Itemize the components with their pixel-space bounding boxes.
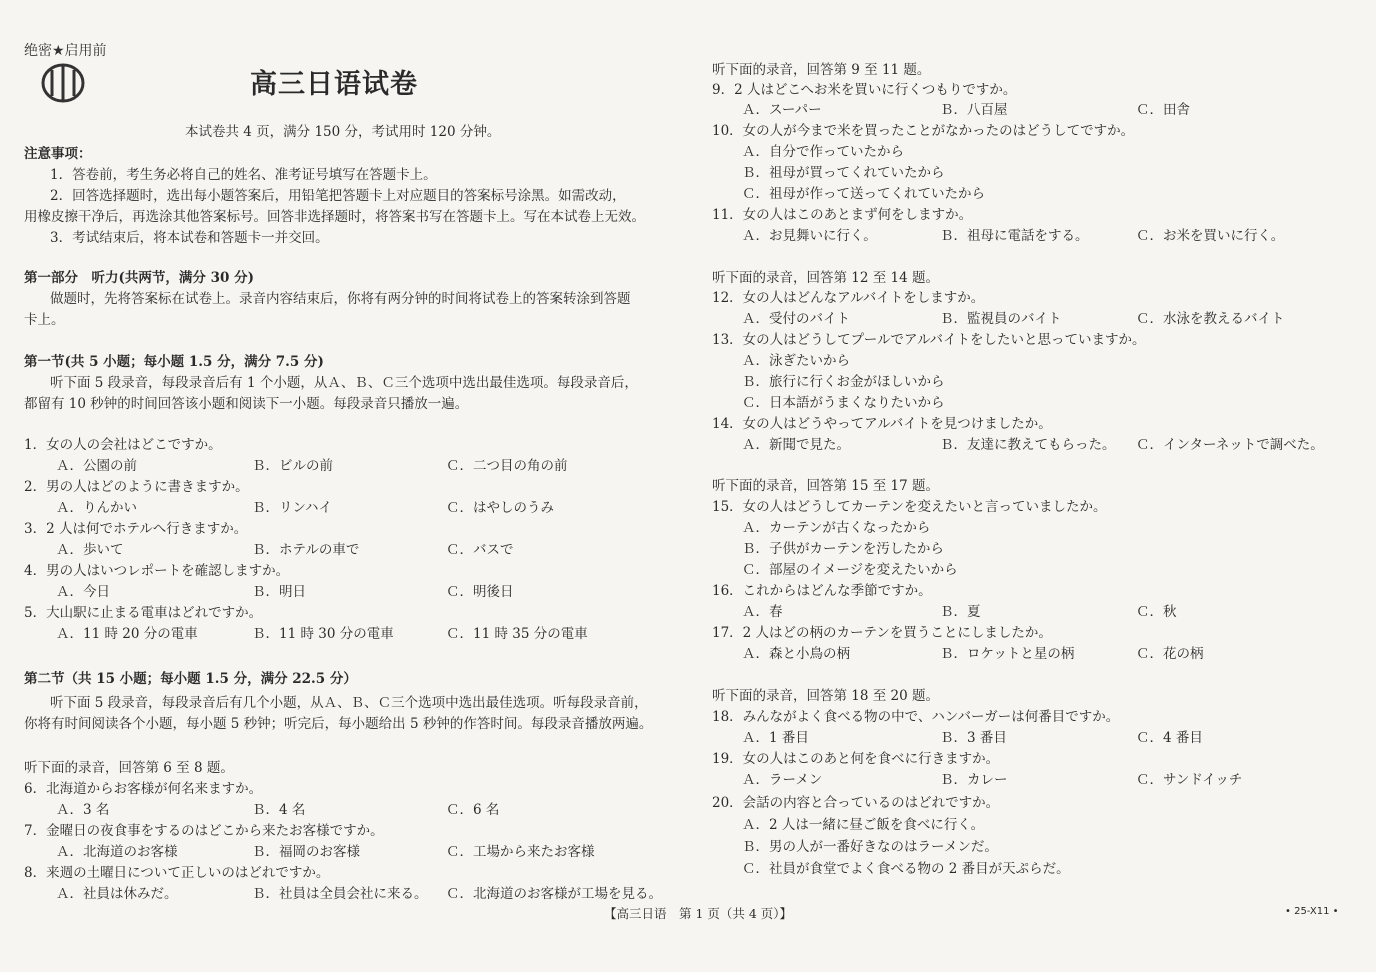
option-c: Ｃ．11 時 35 分の電車 xyxy=(446,626,588,642)
notes-heading: 注意事项： xyxy=(24,146,92,162)
option-a: Ａ．自分で作っていたから xyxy=(742,144,904,160)
section1-desc: 听下面 5 段录音，每段录音后有 1 个小题，从Ａ、Ｂ、Ｃ三个选项中选出最佳选项。每段录音后， xyxy=(50,375,638,391)
option-a: Ａ．りんかい xyxy=(56,500,137,516)
option-b: Ｂ．社員は全員会社に来る。 xyxy=(252,886,428,902)
question: 6．北海道からお客様が何名来ますか。 xyxy=(24,781,263,797)
option-c: Ｃ．工場から来たお客様 xyxy=(446,844,595,860)
option-c: Ｃ．バスで xyxy=(446,542,514,558)
option-c: Ｃ．祖母が作って送ってくれていたから xyxy=(742,186,985,202)
question: 3．2 人は何でホテルへ行きますか。 xyxy=(24,521,248,537)
option-c: Ｃ．秋 xyxy=(1136,604,1177,620)
option-c: Ｃ．サンドイッチ xyxy=(1136,772,1243,788)
section1-heading: 第一节(共 5 小题；每小题 1.5 分，满分 7.5 分) xyxy=(24,354,324,370)
group-intro: 听下面的录音，回答第 18 至 20 题。 xyxy=(712,688,940,704)
page-footer: 【高三日语 第 1 页（共 4 页）】 xyxy=(604,906,793,921)
option-b: Ｂ．11 時 30 分の電車 xyxy=(252,626,394,642)
question: 13．女の人はどうしてプールでアルバイトをしたいと思っていますか。 xyxy=(712,332,1146,348)
part1-desc: 卡上。 xyxy=(24,312,65,328)
option-c: Ｃ．花の柄 xyxy=(1136,646,1204,662)
option-b: Ｂ．福岡のお客様 xyxy=(252,844,360,860)
option-a: Ａ．歩いて xyxy=(56,542,124,558)
secret-mark: 绝密★启用前 xyxy=(24,43,107,59)
question: 20．会話の内容と合っているのはどれですか。 xyxy=(712,795,1000,811)
option-a: Ａ．受付のバイト xyxy=(742,311,850,327)
option-b: Ｂ．子供がカーテンを汚したから xyxy=(742,541,944,557)
part1-desc: 做题时，先将答案标在试卷上。录音内容结束后，你将有两分钟的时间将试卷上的答案转涂到答题 xyxy=(50,291,631,307)
group-intro: 听下面的录音，回答第 9 至 11 题。 xyxy=(712,62,931,78)
question: 18．みんながよく食べる物の中で、ハンバーガーは何番目ですか。 xyxy=(712,709,1120,725)
option-a: Ａ．社員は休みだ。 xyxy=(56,886,178,902)
question: 11．女の人はこのあとまず何をしますか。 xyxy=(712,207,973,223)
note-item: 1．答卷前，考生务必将自己的姓名、准考证号填写在答题卡上。 xyxy=(50,167,437,183)
question: 10．女の人が今まで米を買ったことがなかったのはどうしてですか。 xyxy=(712,123,1135,139)
section2-desc: 听下面 5 段录音，每段录音后有几个小题，从Ａ、Ｂ、Ｃ三个选项中选出最佳选项。听每段录音前， xyxy=(50,695,648,711)
question: 1．女の人の会社はどこですか。 xyxy=(24,437,222,453)
option-a: Ａ．3 名 xyxy=(56,802,110,818)
option-a: Ａ．お見舞いに行く。 xyxy=(742,228,877,244)
note-item: 2．回答选择题时，选出每小题答案后，用铅笔把答题卡上对应题目的答案标号涂黑。如需改动， xyxy=(50,188,626,204)
option-c: Ｃ．北海道のお客様が工場を見る。 xyxy=(446,886,662,902)
option-a: Ａ．森と小鳥の柄 xyxy=(742,646,850,662)
question: 4．男の人はいつレポートを確認しますか。 xyxy=(24,563,290,579)
option-c: Ｃ．日本語がうまくなりたいから xyxy=(742,395,945,411)
question: 2．男の人はどのように書きますか。 xyxy=(24,479,249,495)
option-b: Ｂ．カレー xyxy=(940,772,1008,788)
option-b: Ｂ．夏 xyxy=(940,604,981,620)
question: 5．大山駅に止まる電車はどれですか。 xyxy=(24,605,263,621)
option-a: Ａ．カーテンが古くなったから xyxy=(742,520,931,536)
question: 9．2 人はどこへお米を買いに行くつもりですか。 xyxy=(712,82,1017,98)
note-item: 用橡皮擦干净后，再选涂其他答案标号。回答非选择题时，将答案书写在答题卡上。写在本试卷上无效。 xyxy=(24,209,645,225)
exam-info: 本试卷共 4 页，满分 150 分，考试用时 120 分钟。 xyxy=(185,124,501,140)
group-intro: 听下面的录音，回答第 6 至 8 题。 xyxy=(24,760,234,776)
group-intro: 听下面的录音，回答第 12 至 14 题。 xyxy=(712,270,940,286)
option-a: Ａ．ラーメン xyxy=(742,772,823,788)
question: 15．女の人はどうしてカーテンを変えたいと言っていましたか。 xyxy=(712,499,1107,515)
option-c: Ｃ．お米を買いに行く。 xyxy=(1136,228,1285,244)
option-c: Ｃ．インターネットで調べた。 xyxy=(1136,437,1324,453)
option-c: Ｃ．4 番目 xyxy=(1136,730,1203,746)
question: 14．女の人はどうやってアルバイトを見つけましたか。 xyxy=(712,416,1052,432)
group-intro: 听下面的录音，回答第 15 至 17 题。 xyxy=(712,478,940,494)
option-b: Ｂ．ロケットと星の柄 xyxy=(940,646,1075,662)
option-c: Ｃ．水泳を教えるバイト xyxy=(1136,311,1285,327)
option-b: Ｂ．リンハイ xyxy=(252,500,333,516)
option-c: Ｃ．明後日 xyxy=(446,584,514,600)
option-c: Ｃ．田舎 xyxy=(1136,102,1190,118)
option-c: Ｃ．社員が食堂でよく食べる物の 2 番目が天ぷらだ。 xyxy=(742,861,1070,877)
section2-desc: 你将有时间阅读各个小题，每小题 5 秒钟；听完后，每小题给出 5 秒钟的作答时间。每段录音播放两遍。 xyxy=(24,716,653,732)
option-b: Ｂ．八百屋 xyxy=(940,102,1008,118)
question: 7．金曜日の夜食事をするのはどこから来たお客様ですか。 xyxy=(24,823,384,839)
option-c: Ｃ．二つ目の角の前 xyxy=(446,458,568,474)
option-a: Ａ．公園の前 xyxy=(56,458,137,474)
option-b: Ｂ．旅行に行くお金がほしいから xyxy=(742,374,945,390)
option-b: Ｂ．友達に教えてもらった。 xyxy=(940,437,1116,453)
option-b: Ｂ．3 番目 xyxy=(940,730,1007,746)
option-a: Ａ．新聞で見た。 xyxy=(742,437,850,453)
option-a: Ａ．北海道のお客様 xyxy=(56,844,178,860)
option-a: Ａ．11 時 20 分の電車 xyxy=(56,626,198,642)
option-a: Ａ．1 番目 xyxy=(742,730,809,746)
question: 17．2 人はどの柄のカーテンを買うことにしましたか。 xyxy=(712,625,1052,641)
option-a: Ａ．2 人は一緒に昼ご飯を食べに行く。 xyxy=(742,817,985,833)
option-b: Ｂ．祖母に電話をする。 xyxy=(940,228,1089,244)
option-a: Ａ．春 xyxy=(742,604,783,620)
section1-desc: 都留有 10 秒钟的时间回答该小题和阅读下一小题。每段录音只播放一遍。 xyxy=(24,396,469,412)
option-b: Ｂ．祖母が買ってくれていたから xyxy=(742,165,945,181)
option-a: Ａ．今日 xyxy=(56,584,110,600)
question: 8．来週の土曜日について正しいのはどれですか。 xyxy=(24,865,330,881)
option-b: Ｂ．ビルの前 xyxy=(252,458,333,474)
option-a: Ａ．泳ぎたいから xyxy=(742,353,850,369)
option-a: Ａ．スーパー xyxy=(742,102,822,118)
school-logo-icon xyxy=(40,62,86,104)
option-b: Ｂ．男の人が一番好きなのはラーメンだ。 xyxy=(742,839,998,855)
question: 16．これからはどんな季節ですか。 xyxy=(712,583,932,599)
option-b: Ｂ．4 名 xyxy=(252,802,306,818)
part1-heading: 第一部分 听力(共两节，满分 30 分) xyxy=(24,270,254,286)
section2-heading: 第二节（共 15 小题；每小题 1.5 分，满分 22.5 分） xyxy=(24,671,357,687)
option-c: Ｃ．6 名 xyxy=(446,802,500,818)
option-b: Ｂ．ホテルの車で xyxy=(252,542,360,558)
option-b: Ｂ．明日 xyxy=(252,584,306,600)
paper-code: • 25-X11 • xyxy=(1285,906,1339,917)
option-b: Ｂ．監視員のバイト xyxy=(940,311,1062,327)
note-item: 3．考试结束后，将本试卷和答题卡一并交回。 xyxy=(50,230,329,246)
question: 19．女の人はこのあと何を食べに行きますか。 xyxy=(712,751,1000,767)
question: 12．女の人はどんなアルバイトをしますか。 xyxy=(712,290,985,306)
option-c: Ｃ．はやしのうみ xyxy=(446,500,554,516)
page-title: 高三日语试卷 xyxy=(250,69,418,100)
option-c: Ｃ．部屋のイメージを変えたいから xyxy=(742,562,958,578)
